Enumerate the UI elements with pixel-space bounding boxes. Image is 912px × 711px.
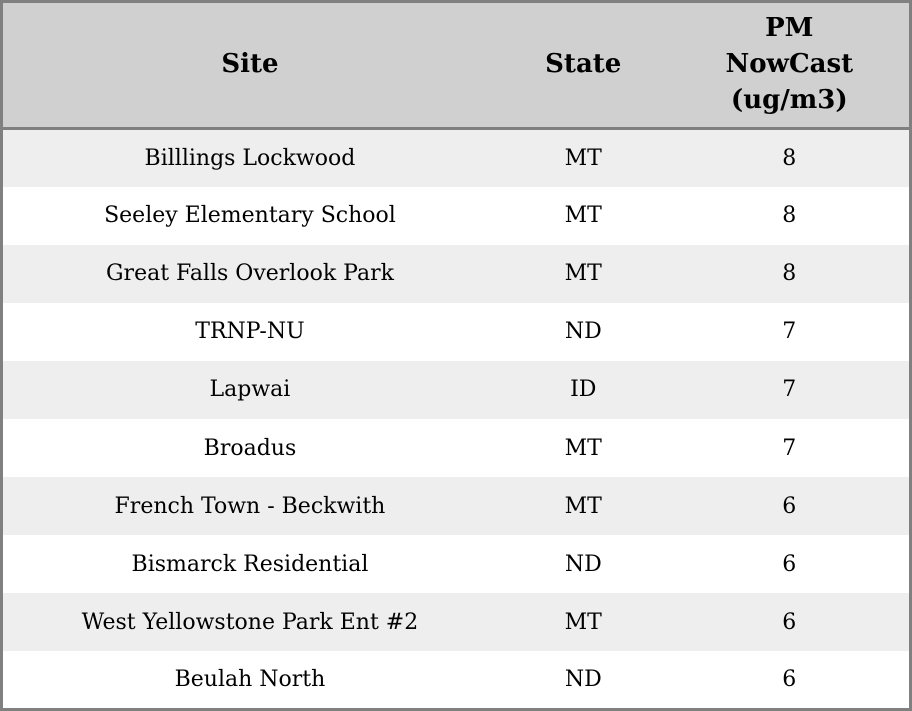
pm-cell: 7 [782,435,797,461]
header-pm-line3: (ug/m3) [730,84,848,115]
pm-cell: 8 [782,261,797,287]
table-row [2,245,911,303]
state-cell: MT [564,609,602,635]
header-pm-line2: NowCast [725,49,854,80]
site-cell: Beulah North [174,667,326,693]
state-cell: MT [564,261,602,287]
state-cell: ID [570,377,597,403]
header-row [2,2,911,129]
state-cell: MT [564,493,602,519]
site-cell: Bismarck Residential [131,551,369,577]
state-cell: ND [564,551,602,577]
pm-cell: 6 [782,609,797,635]
pm-cell: 8 [782,203,797,229]
state-cell: ND [564,319,602,345]
site-cell: Great Falls Overlook Park [105,261,394,287]
table-header [2,2,911,129]
site-cell: Billlings Lockwood [144,145,356,171]
table-row [2,651,911,709]
state-cell: MT [564,203,602,229]
table-row [2,187,911,245]
table-row [2,361,911,419]
pm-cell: 7 [782,377,797,403]
state-cell: MT [564,145,602,171]
table-row [2,477,911,535]
site-cell: TRNP-NU [195,319,305,345]
pm-cell: 6 [782,551,797,577]
table-body [2,129,911,710]
table-row [2,593,911,651]
header-pm-line1: PM [765,13,814,44]
header-pm-nowcast [670,2,911,129]
site-cell: Lapwai [209,377,291,403]
header-state: State [497,2,670,129]
pm-cell: 6 [782,493,797,519]
site-cell: French Town - Beckwith [114,493,386,519]
table-row [2,419,911,477]
pm-cell: 8 [782,145,797,171]
pm-cell: 6 [782,667,797,693]
table-row [2,303,911,361]
state-cell: ND [564,667,602,693]
site-cell: Seeley Elementary School [104,203,396,229]
site-cell: Broadus [203,435,297,461]
pm-cell: 7 [782,319,797,345]
table-row [2,535,911,593]
site-cell: West Yellowstone Park Ent #2 [81,609,419,635]
state-cell: MT [564,435,602,461]
header-site: Site [2,2,497,129]
table-row [2,129,911,187]
